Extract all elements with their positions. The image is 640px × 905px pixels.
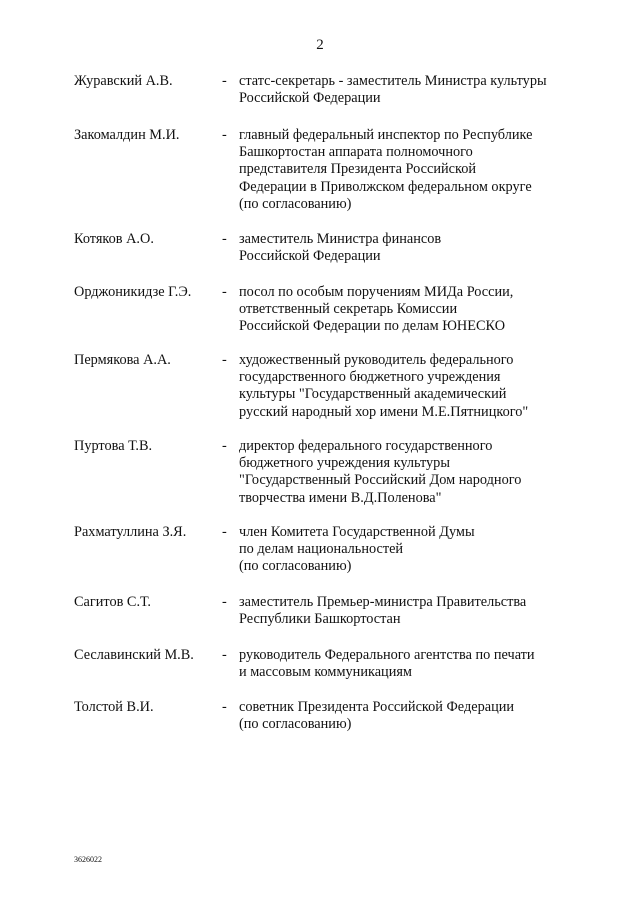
position-line: бюджетного учреждения культуры bbox=[239, 455, 450, 472]
member-position bbox=[239, 73, 569, 107]
position-line: директор федерального государственного bbox=[239, 438, 493, 454]
position-line: Республики Башкортостан bbox=[239, 611, 401, 628]
member-position bbox=[239, 352, 569, 421]
position-line: государственного бюджетного учреждения bbox=[239, 369, 501, 386]
position-line: и массовым коммуникациям bbox=[239, 664, 412, 681]
position-line: (по согласованию) bbox=[239, 558, 352, 575]
position-line: заместитель Министра финансов bbox=[239, 231, 442, 247]
member-name: Орджоникидзе Г.Э. bbox=[74, 284, 192, 300]
document-code: 3626022 bbox=[74, 855, 102, 864]
position-line: по делам национальностей bbox=[239, 541, 404, 558]
entry-dash: - bbox=[222, 73, 227, 89]
position-line: (по согласованию) bbox=[239, 716, 352, 733]
member-name: Котяков А.О. bbox=[74, 231, 154, 247]
member-name: Сагитов С.Т. bbox=[74, 594, 151, 610]
position-line: посол по особым поручениям МИДа России, bbox=[239, 284, 514, 300]
member-position bbox=[239, 594, 569, 628]
position-line: член Комитета Государственной Думы bbox=[239, 524, 475, 540]
member-position bbox=[239, 524, 569, 576]
position-line: ответственный секретарь Комиссии bbox=[239, 301, 458, 318]
position-line: русский народный хор имени М.Е.Пятницкого" bbox=[239, 403, 529, 420]
member-position bbox=[239, 647, 569, 681]
position-line: руководитель Федерального агентства по печати bbox=[239, 647, 535, 663]
position-line: советник Президента Российской Федерации bbox=[239, 699, 515, 715]
position-line: заместитель Премьер-министра Правительства bbox=[239, 594, 527, 610]
position-line: "Государственный Российский Дом народного bbox=[239, 472, 522, 489]
position-line: творчества имени В.Д.Поленова" bbox=[239, 489, 442, 506]
member-position bbox=[239, 127, 569, 213]
position-line: Российской Федерации bbox=[239, 90, 381, 107]
member-position bbox=[239, 284, 569, 336]
member-name: Сеславинский М.В. bbox=[74, 647, 194, 663]
entry-dash: - bbox=[222, 594, 227, 610]
entry-dash: - bbox=[222, 284, 227, 300]
member-name: Толстой В.И. bbox=[74, 699, 154, 715]
entry-dash: - bbox=[222, 438, 227, 454]
entry-dash: - bbox=[222, 524, 227, 540]
entry-dash: - bbox=[222, 231, 227, 247]
position-line: (по согласованию) bbox=[239, 195, 352, 212]
position-line: Российской Федерации по делам ЮНЕСКО bbox=[239, 318, 506, 335]
member-position bbox=[239, 438, 569, 507]
position-line: художественный руководитель федерального bbox=[239, 352, 514, 368]
member-position bbox=[239, 699, 569, 733]
entry-dash: - bbox=[222, 352, 227, 368]
entry-dash: - bbox=[222, 127, 227, 143]
entry-dash: - bbox=[222, 647, 227, 663]
entry-dash: - bbox=[222, 699, 227, 715]
member-name: Закомалдин М.И. bbox=[74, 127, 180, 143]
position-line: Федерации в Приволжском федеральном округе bbox=[239, 178, 532, 195]
position-line: главный федеральный инспектор по Республике bbox=[239, 127, 533, 143]
member-name: Пермякова А.А. bbox=[74, 352, 171, 368]
position-line: культуры "Государственный академический bbox=[239, 386, 507, 403]
page-number: 2 bbox=[316, 37, 324, 53]
position-line: Башкортостан аппарата полномочного bbox=[239, 144, 473, 161]
member-name: Рахматуллина З.Я. bbox=[74, 524, 187, 540]
member-name: Журавский А.В. bbox=[74, 73, 173, 89]
member-position bbox=[239, 231, 569, 265]
position-line: Российской Федерации bbox=[239, 248, 381, 265]
position-line: статс-секретарь - заместитель Министра культуры bbox=[239, 73, 547, 89]
member-name: Пуртова Т.В. bbox=[74, 438, 153, 454]
position-line: представителя Президента Российской bbox=[239, 161, 476, 178]
